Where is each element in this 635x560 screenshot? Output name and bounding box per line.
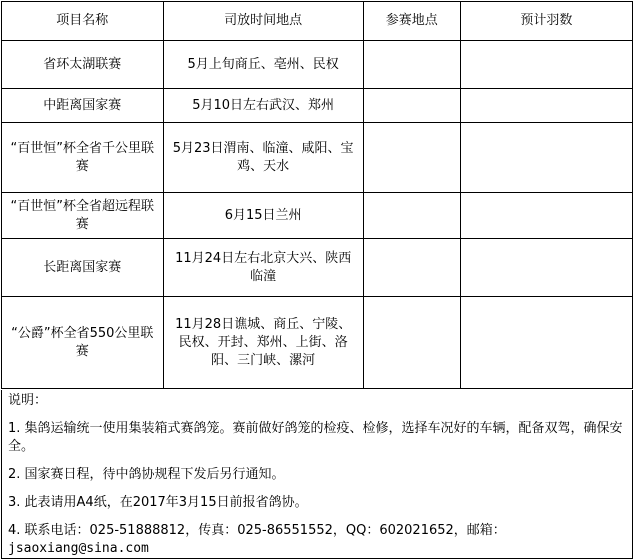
header-release-time-place: 司放时间地点 — [163, 2, 363, 41]
race-name: “百世恒”杯全省超远程联赛 — [2, 193, 164, 239]
race-time-place: 11月24日左右北京大兴、陕西临潼 — [163, 239, 363, 297]
race-time-place: 5月上旬商丘、亳州、民权 — [163, 41, 363, 89]
race-venue-cell[interactable] — [363, 89, 460, 123]
note-item-2: 2. 国家赛日程，待中鸽协规程下发后另行通知。 — [8, 467, 285, 482]
header-venue: 参赛地点 — [363, 2, 460, 41]
table-row — [2, 89, 633, 123]
contact-email[interactable]: jsaoxiang@sina.com — [8, 541, 149, 556]
race-name: 省环太湖联赛 — [2, 41, 164, 89]
race-count-cell[interactable] — [460, 41, 632, 89]
race-name: “百世恒”杯全省千公里联赛 — [2, 123, 164, 193]
race-time-place: 6月15日兰州 — [163, 193, 363, 239]
race-time-place: 5月10日左右武汉、郑州 — [163, 89, 363, 123]
note-item-4 — [8, 522, 626, 558]
note-item-1: 1. 集鸽运输统一使用集装箱式赛鸽笼。赛前做好鸽笼的检疫、检修，选择车况好的车辆，配备双驾，确保安全。 — [8, 421, 623, 454]
race-count-cell[interactable] — [460, 89, 632, 123]
header-project-name: 项目名称 — [2, 2, 164, 41]
race-time-place: 11月28日谯城、商丘、宁陵、民权、开封、郑州、上街、洛阳、三门峡、漯河 — [163, 297, 363, 389]
table-row — [2, 239, 633, 297]
race-name: 中距离国家赛 — [2, 89, 164, 123]
header-estimated-count: 预计羽数 — [460, 2, 632, 41]
table-row — [2, 297, 633, 389]
race-name: 长距离国家赛 — [2, 239, 164, 297]
race-name: “公爵”杯全省550公里联赛 — [2, 297, 164, 389]
table-row — [2, 193, 633, 239]
race-count-cell[interactable] — [460, 193, 632, 239]
race-time-place: 5月23日渭南、临潼、咸阳、宝鸡、天水 — [163, 123, 363, 193]
table-row — [2, 41, 633, 89]
contact-info: 4. 联系电话：025-51888812，传真：025-86551552，QQ：602021652，邮箱： — [8, 523, 506, 538]
race-venue-cell[interactable] — [363, 297, 460, 389]
table-row — [2, 123, 633, 193]
race-venue-cell[interactable] — [363, 123, 460, 193]
race-count-cell[interactable] — [460, 239, 632, 297]
race-count-cell[interactable] — [460, 123, 632, 193]
race-venue-cell[interactable] — [363, 239, 460, 297]
schedule-table — [1, 1, 633, 389]
race-venue-cell[interactable] — [363, 193, 460, 239]
race-venue-cell[interactable] — [363, 41, 460, 89]
notes-section — [1, 390, 633, 559]
notes-title: 说明： — [8, 393, 48, 408]
note-item-3: 3. 此表请用A4纸，在2017年3月15日前报省鸽协。 — [8, 495, 308, 510]
race-count-cell[interactable] — [460, 297, 632, 389]
header-row — [2, 2, 633, 41]
